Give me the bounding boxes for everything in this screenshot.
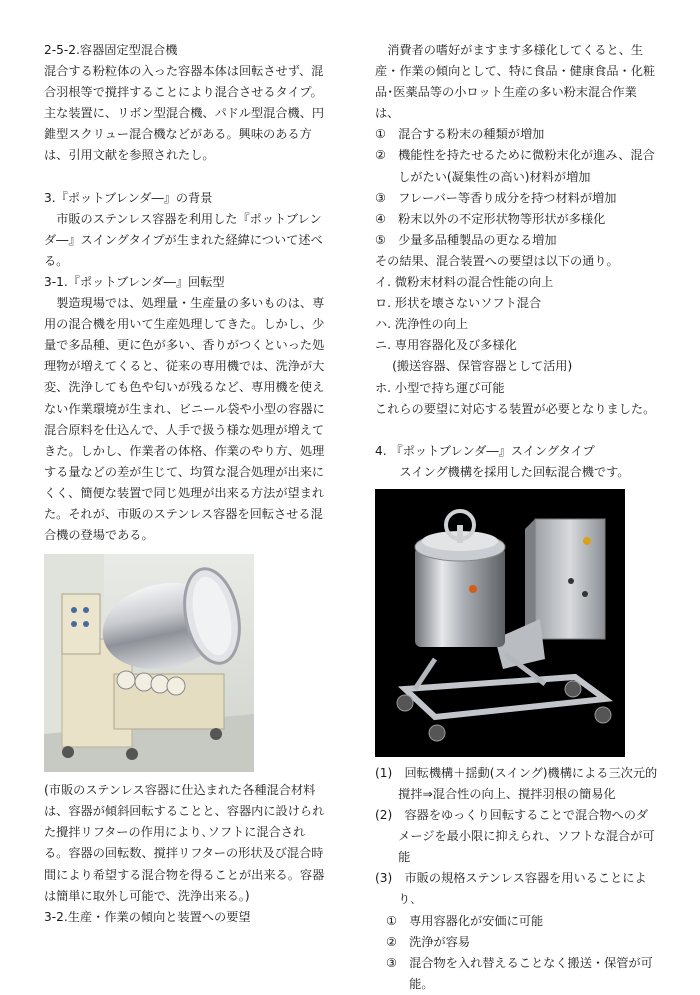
paragraph-requirements-intro: その結果、混合装置への要望は以下の通り。 <box>375 253 619 268</box>
left-column <box>44 40 329 928</box>
requirement-list-item: ホ. 小型で持ち運び可能 <box>375 380 505 395</box>
feature-list-item: (2) 容器をゆっくり回転することで混合物へのダメージを最小限に抑えられ、ソフトな混合が可能 <box>375 808 655 865</box>
paragraph-rotary-type: 製造現場では、処理量・生産量の多いものは、専用の混合機を用いて生産処理してきた。しかし、少量で多品種、更に色が多い、香りがつくといった処理物が増えてくると、従来の専用機では、洗浄が大変、洗浄しても色や匂いが残るなど、専用機を使えない作業環境が生まれ、ビニール袋や小型の容器に混合原料を仕込んで、人手で扱う様な処理が増えてきた。しかし、作業者の体格、作業のやり方、処理する量などの差が生じて、均質な混合処理が出来にくく、簡便な装置で同じ処理が出来る方法が望まれた。それが、市販のステンレス容器を回転させる混合機の登場である。 <box>44 296 325 543</box>
section-heading-3-2: 3-2.生産・作業の傾向と装置への要望 <box>44 909 251 924</box>
feature-list-item: (3) 市販の規格ステンレス容器を用いることにより､ <box>375 871 647 907</box>
paragraph-requirements-conclusion: これらの要望に対応する装置が必要となりました。 <box>375 401 656 416</box>
requirement-list-item: ロ. 形状を壊さないソフト混合 <box>375 296 542 311</box>
feature-list-item: (1) 回転機構＋揺動(スイング)機構による三次元的撹拌⇒混合性の向上、撹拌羽根の簡易化 <box>375 765 658 801</box>
requirement-list-subnote: (搬送容器、保管容器として活用) <box>392 359 573 374</box>
feature-sublist-item: ① 専用容器化が安価に可能 <box>385 913 544 928</box>
swing-blender-photo <box>375 489 625 757</box>
trend-list-item: ① 混合する粉末の種類が増加 <box>375 127 545 142</box>
requirement-list-item: イ. 微粉末材料の混合性能の向上 <box>375 275 554 290</box>
feature-sublist-item: ② 洗浄が容易 <box>385 934 471 949</box>
requirement-list-item: ニ. 専用容器化及び多様化 <box>375 338 517 353</box>
trend-list-item: ④ 粉末以外の不定形状物等形状が多様化 <box>375 211 606 226</box>
trend-list-item: ③ フレーバー等香り成分を持つ材料が増加 <box>375 190 617 205</box>
section-heading-4: 4. 『ポットブレンダ―』スイングタイプ <box>375 443 595 458</box>
section-heading-3-1: 3-1.『ポットブレンダ―』回転型 <box>44 274 225 289</box>
paragraph-background: 市販のステンレス容器を利用した『ポットブレンダ―』スイングタイプが生まれた経緯について述べる。 <box>44 211 323 268</box>
requirement-list-item: ハ. 洗浄性の向上 <box>375 317 469 332</box>
paragraph-consumer-trend: 消費者の嗜好がますます多様化してくると、生産・作業の傾向として、特に食品・健康食品・化粧品･医薬品等の小ロット生産の多い粉末混合作業は、 <box>375 43 656 121</box>
trend-list-item: ⑤ 少量多品種製品の更なる増加 <box>375 232 557 247</box>
feature-sublist-item: ③ 混合物を入れ替えることなく搬送・保管が可能。 <box>385 955 653 991</box>
paragraph-swing-type: スイング機構を採用した回転混合機です。 <box>399 464 630 479</box>
rotary-blender-photo <box>44 554 254 772</box>
section-heading-2-5-2: 2-5-2.容器固定型混合機 <box>44 43 178 57</box>
section-heading-3: 3.『ポットブレンダ―』の背景 <box>44 190 213 205</box>
paragraph-fixed-container: 混合する粉粒体の入った容器本体は回転させず、混合羽根等で撹拌することにより混合させるタイプ。主な装置に、リボン型混合機、パドル型混合機、円錐型スクリュー混合機などがある。興味のある方は、引用文献を参照されたし。 <box>44 64 325 163</box>
trend-list-item: ② 機能性を持たせるために微粉末化が進み、混合しがたい(凝集性の高い)材料が増加 <box>375 148 655 184</box>
right-column <box>375 40 660 995</box>
photo-caption: (市販のステンレス容器に仕込まれた各種混合材料は、容器が傾斜回転することと、容器内に設けられた攪拌リフターの作用により､ソフトに混合される。容器の回転数、撹拌リフターの形状及び混合時間により希望する混合物を得ることが出来る。容器は簡単に取外し可能で、洗浄出来る。) <box>44 783 325 903</box>
